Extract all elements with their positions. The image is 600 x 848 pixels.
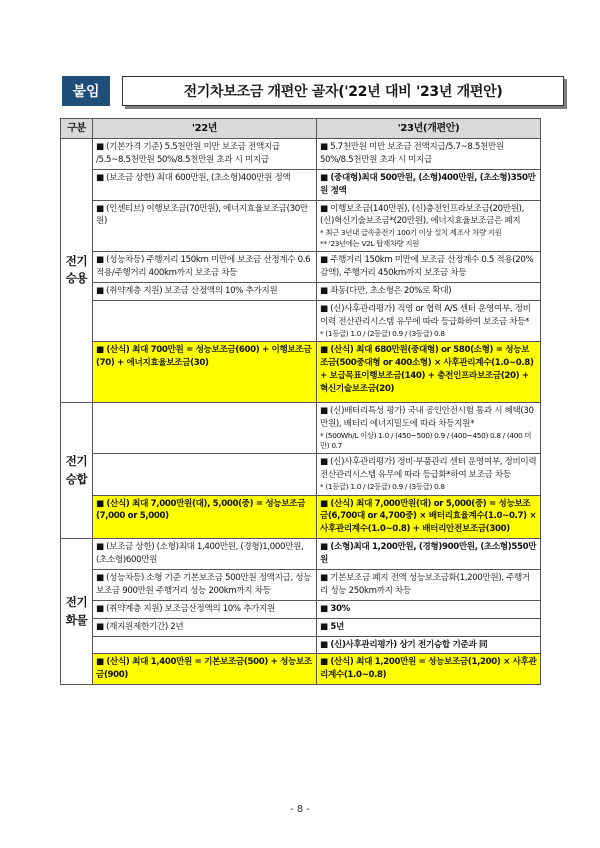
cell-2023 (317, 454, 541, 495)
cell-text: ■ (산식) 최대 700만원 = 성능보조금(600) + 이행보조금(70) + 에너지효율보조금(30) (96, 344, 312, 368)
formula-cell-2022 (93, 341, 317, 402)
cell-2023: ■ 기본보조금 폐지 전액 성능보조금화(1,200만원), 주행거리 성능 250km까지 차등 (317, 569, 541, 600)
cell-2023: ■ (중대형)최대 500만원, (소형)400만원, (초소형)350만원 정액 (317, 169, 541, 200)
footnote: ** '23년에는 V2L 탑재차량 지원 (320, 238, 420, 248)
table-row (61, 636, 541, 654)
cell-2023 (317, 402, 541, 454)
cell-2023: ■ 30% (317, 600, 541, 618)
formula-cell-2023 (317, 654, 541, 685)
cell-2022: ■ (보조금 상한) 최대 600만원, (초소형)400만원 정액 (93, 169, 317, 200)
table-row (61, 618, 541, 636)
footnote: * (1등급) 1.0 / (2등급) 0.9 / (3등급) 0.8 (320, 328, 445, 338)
cell-2022-empty (93, 402, 317, 454)
table-row (61, 495, 541, 539)
formula-cell-2023 (317, 495, 541, 539)
footnote: * (500Wh/L 이상) 1.0 / (450~500) 0.9 / (400~450) 0.8 / (400 미만) 0.7 (320, 430, 532, 451)
table-row (61, 200, 541, 252)
cell-2022-empty (93, 636, 317, 654)
column-header-2022: '22년 (93, 119, 317, 139)
cell-text: ■ (산식) 최대 680만원(중대형) or 580(소형) = 성능보조금(500중대형 or 400소형) × 사후관리계수(1.0~0.8) + 보급목표이행보조금(140) + 충전인프라보조금(20) + 혁신기술보조금(20) (320, 344, 534, 394)
document-title: 전기차보조금 개편안 골자('22년 대비 '23년 개편안) (122, 76, 564, 106)
page-number: - 8 - (290, 804, 310, 815)
cell-2022: ■ (기본가격 기준) 5.5천만원 미만 보조금 전액지급 /5.5~8.5천만원 50%/8.5천만원 초과 시 미지급 (93, 139, 317, 170)
cell-text: ■ (산식) 최대 1,400만원 = 기본보조금(500) + 성능보조금(900) (96, 657, 312, 681)
cell-2022: ■ (인센티브) 이행보조금(70만원), 에너지효율보조금(30만원) (93, 200, 317, 252)
formula-cell-2023 (317, 341, 541, 402)
cell-2023: ■ 5.7천만원 미만 보조금 전액지급/5.7~8.5천만원 50%/8.5천만원 초과 시 미지급 (317, 139, 541, 170)
formula-cell-2022 (93, 654, 317, 685)
document-header (62, 76, 562, 106)
subsidy-comparison-table (60, 118, 541, 685)
cell-2023: ■ 5년 (317, 618, 541, 636)
cell-2022: ■ (성능차등) 소형 기준 기본보조금 500만원 정액지급, 성능보조금 900만원 주행거리 성능 200km까지 차등 (93, 569, 317, 600)
cell-2022-empty (93, 300, 317, 341)
cell-text: ■ (산식) 최대 7,000만원(대) or 5,000(중) = 성능보조금(6,700대 or 4,700중) × 배터리효율계수(1.0~0.7) × 사후관리계수(1.0~0.8) + 배터리안전보조금(300) (320, 498, 537, 535)
cell-text: ■ (산식) 최대 1,200만원 = 성능보조금(1,200) × 사후관리계수(1.0~0.8) (320, 657, 537, 681)
cell-2022-empty (93, 454, 317, 495)
section-label-passenger: 전기승용 (61, 139, 93, 403)
cell-2023: ■ 좌동(다만, 초소형은 20%로 확대) (317, 282, 541, 300)
cell-2023 (317, 200, 541, 252)
table-row (61, 300, 541, 341)
cell-2023: ■ (신)사후관리평가) 상기 전기승합 기준과 同 (317, 636, 541, 654)
formula-cell-2022 (93, 495, 317, 539)
table-row (61, 569, 541, 600)
footnote: * 최근 3년내 급속충전기 100기 이상 설치 제조사 차량 지원 (320, 228, 502, 238)
cell-2022: ■ (재지원제한기간) 2년 (93, 618, 317, 636)
table-row (61, 600, 541, 618)
table-row (61, 282, 541, 300)
attachment-tag: 붙임 (62, 76, 110, 106)
table-row (61, 139, 541, 170)
table-row (61, 252, 541, 283)
cell-2023 (317, 300, 541, 341)
table-header-row (61, 119, 541, 139)
cell-text: ■ (산식) 최대 7,000만원(대), 5,000(중) = 성능보조금(7,000 or 5,000) (96, 498, 306, 522)
cell-2022: ■ (취약계층 지원) 보조금산정액의 10% 추가지원 (93, 600, 317, 618)
table-row (61, 341, 541, 402)
column-header-category: 구분 (61, 119, 93, 139)
column-header-2023: '23년(개편안) (317, 119, 541, 139)
cell-text: ■ (신)사후관리평가) 직영 or 협력 A/S 센터 운영여부, 정비이력 전산관리시스템 유무에 따라 등급화하여 보조금 차등* (320, 303, 531, 327)
cell-2022: ■ (보조금 상한) (소형)최대 1,400만원, (경형)1,000만원, (초소형)600만원 (93, 539, 317, 570)
cell-text: ■ (신)배터리특성 평가) 국내 공인안전시험 통과 시 혜택(30만원), 배터리 에너지밀도에 따라 차등지원* (320, 405, 534, 429)
cell-2022: ■ (성능차등) 주행거리 150km 미만에 보조금 산정계수 0.6 적용/주행거리 400km까지 보조금 차등 (93, 252, 317, 283)
cell-text: ■ (신)사후관리평가) 정비·부품관리 센터 운영여부, 정비이력 전산관리시스템 유무에 따라 등급화*하여 보조금 차등 (320, 457, 537, 481)
cell-2023: ■ 주행거리 150km 미만에 보조금 산정계수 0.5 적용(20% 감액), 주행거리 450km까지 보조금 차등 (317, 252, 541, 283)
cell-text: ■ 이행보조금(140만원), (신)충전인프라보조금(20만원), (신)혁신기술보조금*(20만원), 에너지효율보조금은 폐지 (320, 203, 525, 227)
cell-2023: ■ (소형)최대 1,200만원, (경형)900만원, (초소형)550만원 (317, 539, 541, 570)
table-row (61, 402, 541, 454)
cell-2022: ■ (취약계층 지원) 보조금 산정액의 10% 추가지원 (93, 282, 317, 300)
table-row (61, 539, 541, 570)
table-row (61, 654, 541, 685)
footnote: * (1등급) 1.0 / (2등급) 0.9 / (3등급) 0.8 (320, 482, 445, 492)
section-label-bus: 전기승합 (61, 402, 93, 538)
table-row (61, 454, 541, 495)
table-row (61, 169, 541, 200)
section-label-truck: 전기화물 (61, 539, 93, 685)
